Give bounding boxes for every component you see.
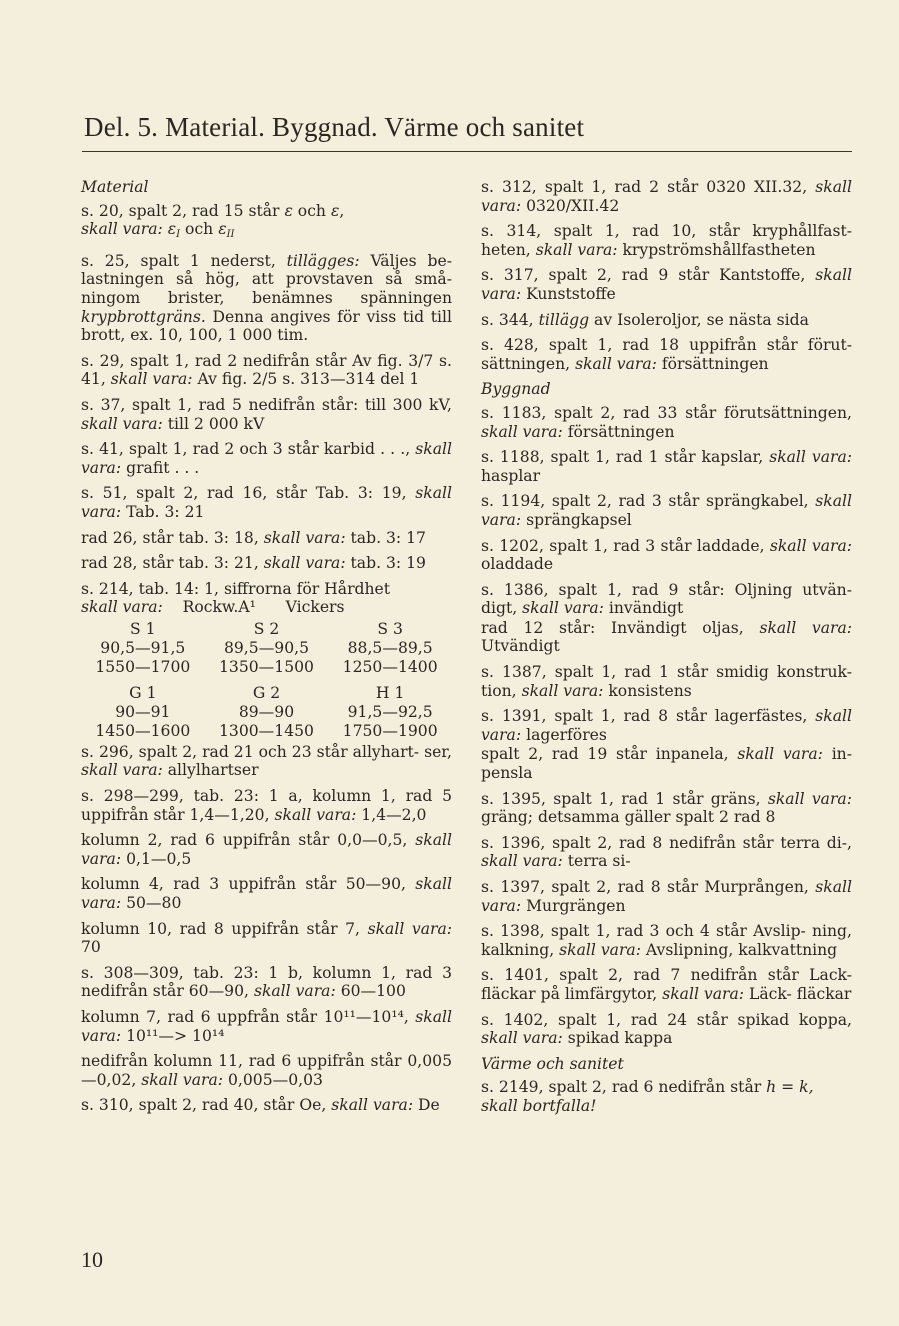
table-cell: S 2	[253, 619, 280, 638]
erratum: s. 296, spalt 2, rad 21 och 23 står allyhart- ser, skall vara: allylhartser	[81, 742, 452, 780]
erratum: s. 308—309, tab. 23: 1 b, kolumn 1, rad 3 nedifrån står 60—90, skall vara: 60—100	[81, 963, 452, 1001]
table-cell: 1250—1400	[342, 657, 438, 676]
erratum: s. 1401, spalt 2, rad 7 nedifrån står Lack- fläckar på limfärgytor, skall vara: Läck- fläckar	[481, 966, 852, 1003]
table-cell: 1450—1600	[95, 721, 191, 740]
table-cell: 88,5—89,5	[347, 638, 433, 657]
section-byggnad: Byggnad	[481, 380, 551, 399]
erratum: rad 26, står tab. 3: 18, skall vara: tab. 3: 17	[81, 528, 426, 547]
table-cell: G 2	[252, 683, 281, 702]
erratum: nedifrån kolumn 11, rad 6 uppifrån står 0,005—0,02, skall vara: 0,005—0,03	[81, 1052, 452, 1089]
heading-rule	[82, 151, 852, 152]
table-cell: 1350—1500	[219, 657, 314, 676]
table-cell: 90—91	[115, 702, 171, 721]
erratum: s. 310, spalt 2, rad 40, står Oe, skall vara: De	[81, 1096, 440, 1115]
erratum: s. 1395, spalt 1, rad 1 står gräns, skall vara: gräng; detsamma gäller spalt 2 rad 8	[481, 789, 852, 827]
table-cell: 91,5—92,5	[347, 702, 433, 721]
erratum: s. 428, spalt 1, rad 18 uppifrån står förut- sättningen, skall vara: försättningen	[481, 336, 852, 373]
table-cell: 90,5—91,5	[100, 638, 186, 657]
erratum: s. 29, spalt 1, rad 2 nedifrån står Av fig. 3/7 s. 41, skall vara: Av fig. 2/5 s. 313—314 del 1	[81, 351, 452, 389]
erratum: s. 25, spalt 1 nederst, tillägges: Väljes be- lastningen så hög, att provstaven så små- ningom brister, benämnes spänningen krypbrottgräns. Denna angives för viss tid till brott, ex. 10, 100, 1 000 tim.	[81, 251, 452, 345]
table-cell: G 1	[129, 683, 157, 702]
erratum: s. 1397, spalt 2, rad 8 står Murprången, skall vara: Murgrängen	[481, 878, 852, 915]
erratum-hardness: s. 214, tab. 14: 1, siffrorna för Hårdhet skall vara: Rockw.A¹ Vickers	[81, 579, 391, 617]
hardness-table	[81, 620, 452, 741]
page-heading: Del. 5. Material. Byggnad. Värme och sanitet	[84, 112, 585, 142]
erratum: s. 1391, spalt 1, rad 8 står lagerfästes, skall vara: lagerföres	[481, 707, 852, 744]
erratum: s. 314, spalt 1, rad 10, står kryphållfast- heten, skall vara: krypströmshållfastheten	[481, 222, 852, 259]
erratum: kolumn 10, rad 8 uppifrån står 7, skall vara: 70	[81, 919, 452, 957]
erratum: kolumn 2, rad 6 uppifrån står 0,0—0,5, skall vara: 0,1—0,5	[81, 831, 452, 868]
erratum: s. 1398, spalt 1, rad 3 och 4 står Avslip- ning, kalkning, skall vara: Avslipning, kalkvattning	[481, 922, 852, 959]
table-cell: S 3	[377, 619, 403, 638]
erratum: s. 37, spalt 1, rad 5 nedifrån står: till 300 kV, skall vara: till 2 000 kV	[81, 395, 452, 433]
table-cell: 1300—1450	[219, 721, 314, 740]
erratum: s. 1402, spalt 1, rad 24 står spikad koppa, skall vara: spikad kappa	[481, 1010, 852, 1048]
left-column	[81, 178, 452, 1122]
erratum: kolumn 4, rad 3 uppifrån står 50—90, skall vara: 50—80	[81, 875, 452, 913]
erratum: s. 51, spalt 2, rad 16, står Tab. 3: 19, skall vara: Tab. 3: 21	[81, 484, 452, 521]
right-column	[481, 178, 852, 1123]
section-material: Material	[81, 178, 149, 196]
erratum: s. 1194, spalt 2, rad 3 står sprängkabel, skall vara: sprängkapsel	[481, 492, 852, 529]
erratum: s. 1202, spalt 1, rad 3 står laddade, skall vara: oladdade	[481, 536, 852, 574]
erratum: spalt 2, rad 19 står inpanela, skall vara: in- pensla	[481, 745, 852, 783]
table-cell: H 1	[375, 683, 405, 702]
erratum: rad 12 står: Invändigt oljas, skall vara: Utvändigt	[481, 618, 852, 656]
page-number: 10	[81, 1247, 103, 1272]
table-cell: 89,5—90,5	[223, 638, 310, 657]
erratum: s. 1396, spalt 2, rad 8 nedifrån står terra di-, skall vara: terra si-	[481, 833, 852, 871]
erratum: s. 2149, spalt 2, rad 6 nedifrån står h = k, skall bortfalla!	[481, 1078, 814, 1115]
erratum: s. 1188, spalt 1, rad 1 står kapslar, skall vara: hasplar	[481, 448, 852, 485]
erratum: rad 28, står tab. 3: 21, skall vara: tab. 3: 19	[81, 554, 426, 573]
erratum: s. 298—299, tab. 23: 1 a, kolumn 1, rad 5 uppifrån står 1,4—1,20, skall vara: 1,4—2,0	[81, 787, 452, 824]
erratum: kolumn 7, rad 6 uppfrån står 10¹¹—10¹⁴, skall vara: 10¹¹—> 10¹⁴	[81, 1008, 452, 1045]
table-cell: S 1	[130, 619, 156, 638]
table-cell: 1750—1900	[342, 721, 438, 740]
erratum: s. 1387, spalt 1, rad 1 står smidig konstruk- tion, skall vara: konsistens	[481, 663, 852, 700]
table-cell: 89—90	[238, 702, 295, 721]
erratum: s. 1386, spalt 1, rad 9 står: Oljning utvän- digt, skall vara: invändigt	[481, 580, 852, 618]
erratum: s. 344, tillägg av Isoleroljor, se nästa sida	[481, 310, 809, 329]
section-varme-och-sanitet: Värme och sanitet	[481, 1054, 624, 1073]
erratum: s. 317, spalt 2, rad 9 står Kantstoffe, skall vara: Kunststoffe	[481, 266, 852, 303]
erratum: s. 41, spalt 1, rad 2 och 3 står karbid . . ., skall vara: grafit . . .	[81, 440, 452, 477]
table-cell: 1550—1700	[95, 657, 191, 676]
erratum: s. 312, spalt 1, rad 2 står 0320 XII.32, skall vara: 0320/XII.42	[481, 178, 852, 215]
erratum: s. 1183, spalt 2, rad 33 står förutsättningen, skall vara: försättningen	[481, 403, 852, 441]
erratum: s. 20, spalt 2, rad 15 står ε och ε, skall vara: $\varepsilon_I$ och $\varepsilon_{II}$	[81, 201, 345, 241]
